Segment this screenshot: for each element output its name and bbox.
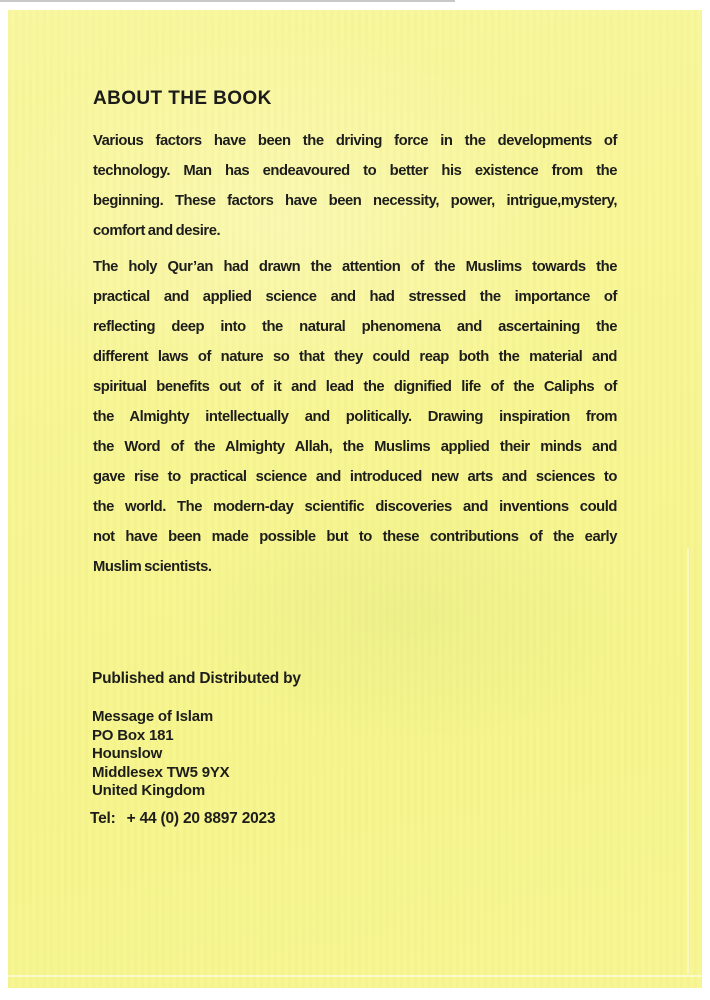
text-line: beginning. These factors have been necessity, power, intrigue,mystery,	[93, 193, 617, 209]
text-line: practical and applied science and had stressed the importance of	[93, 289, 617, 305]
text-line: gave rise to practical science and introduced new arts and sciences to	[93, 469, 617, 485]
page-fold-line	[8, 975, 702, 977]
book-about-page	[8, 10, 702, 988]
telephone-label: Tel:	[90, 810, 116, 827]
text-line: the Word of the Almighty Allah, the Muslims applied their minds and	[93, 439, 617, 455]
address-line-country: United Kingdom	[92, 782, 206, 799]
publisher-label: Published and Distributed by	[92, 670, 301, 687]
text-line: reflecting deep into the natural phenomena and ascertaining the	[93, 319, 617, 335]
page-edge-highlight	[687, 548, 689, 974]
text-line: The holy Qur’an had drawn the attention of the Muslims towards the	[93, 259, 617, 275]
text-line: Muslim scientists.	[93, 559, 212, 575]
telephone-line	[90, 810, 275, 828]
publisher-name: Message of Islam	[92, 708, 214, 725]
address-line-po-box: PO Box 181	[92, 726, 174, 744]
text-line: not have been made possible but to these contributions of the early	[93, 529, 617, 545]
paragraph-quran-science	[93, 252, 617, 582]
text-line: Various factors have been the driving force in the developments of	[93, 133, 617, 149]
page-title: ABOUT THE BOOK	[93, 88, 272, 109]
address-line-town: Hounslow	[92, 745, 163, 762]
text-line: the world. The modern-day scientific discoveries and inventions could	[93, 499, 617, 515]
text-line: different laws of nature so that they could reap both the material and	[93, 349, 617, 365]
text-line: technology. Man has endeavoured to better his existence from the	[93, 163, 617, 179]
scan-edge-artifact	[0, 0, 455, 2]
text-line: spiritual benefits out of it and lead the dignified life of the Caliphs of	[93, 379, 617, 395]
paragraph-intro	[93, 126, 617, 246]
address-line-county-postcode: Middlesex TW5 9YX	[92, 763, 230, 781]
text-line: the Almighty intellectually and politically. Drawing inspiration from	[93, 409, 617, 425]
publisher-address-block	[92, 708, 229, 801]
telephone-number: + 44 (0) 20 8897 2023	[126, 810, 276, 827]
text-line: comfort and desire.	[93, 223, 221, 239]
